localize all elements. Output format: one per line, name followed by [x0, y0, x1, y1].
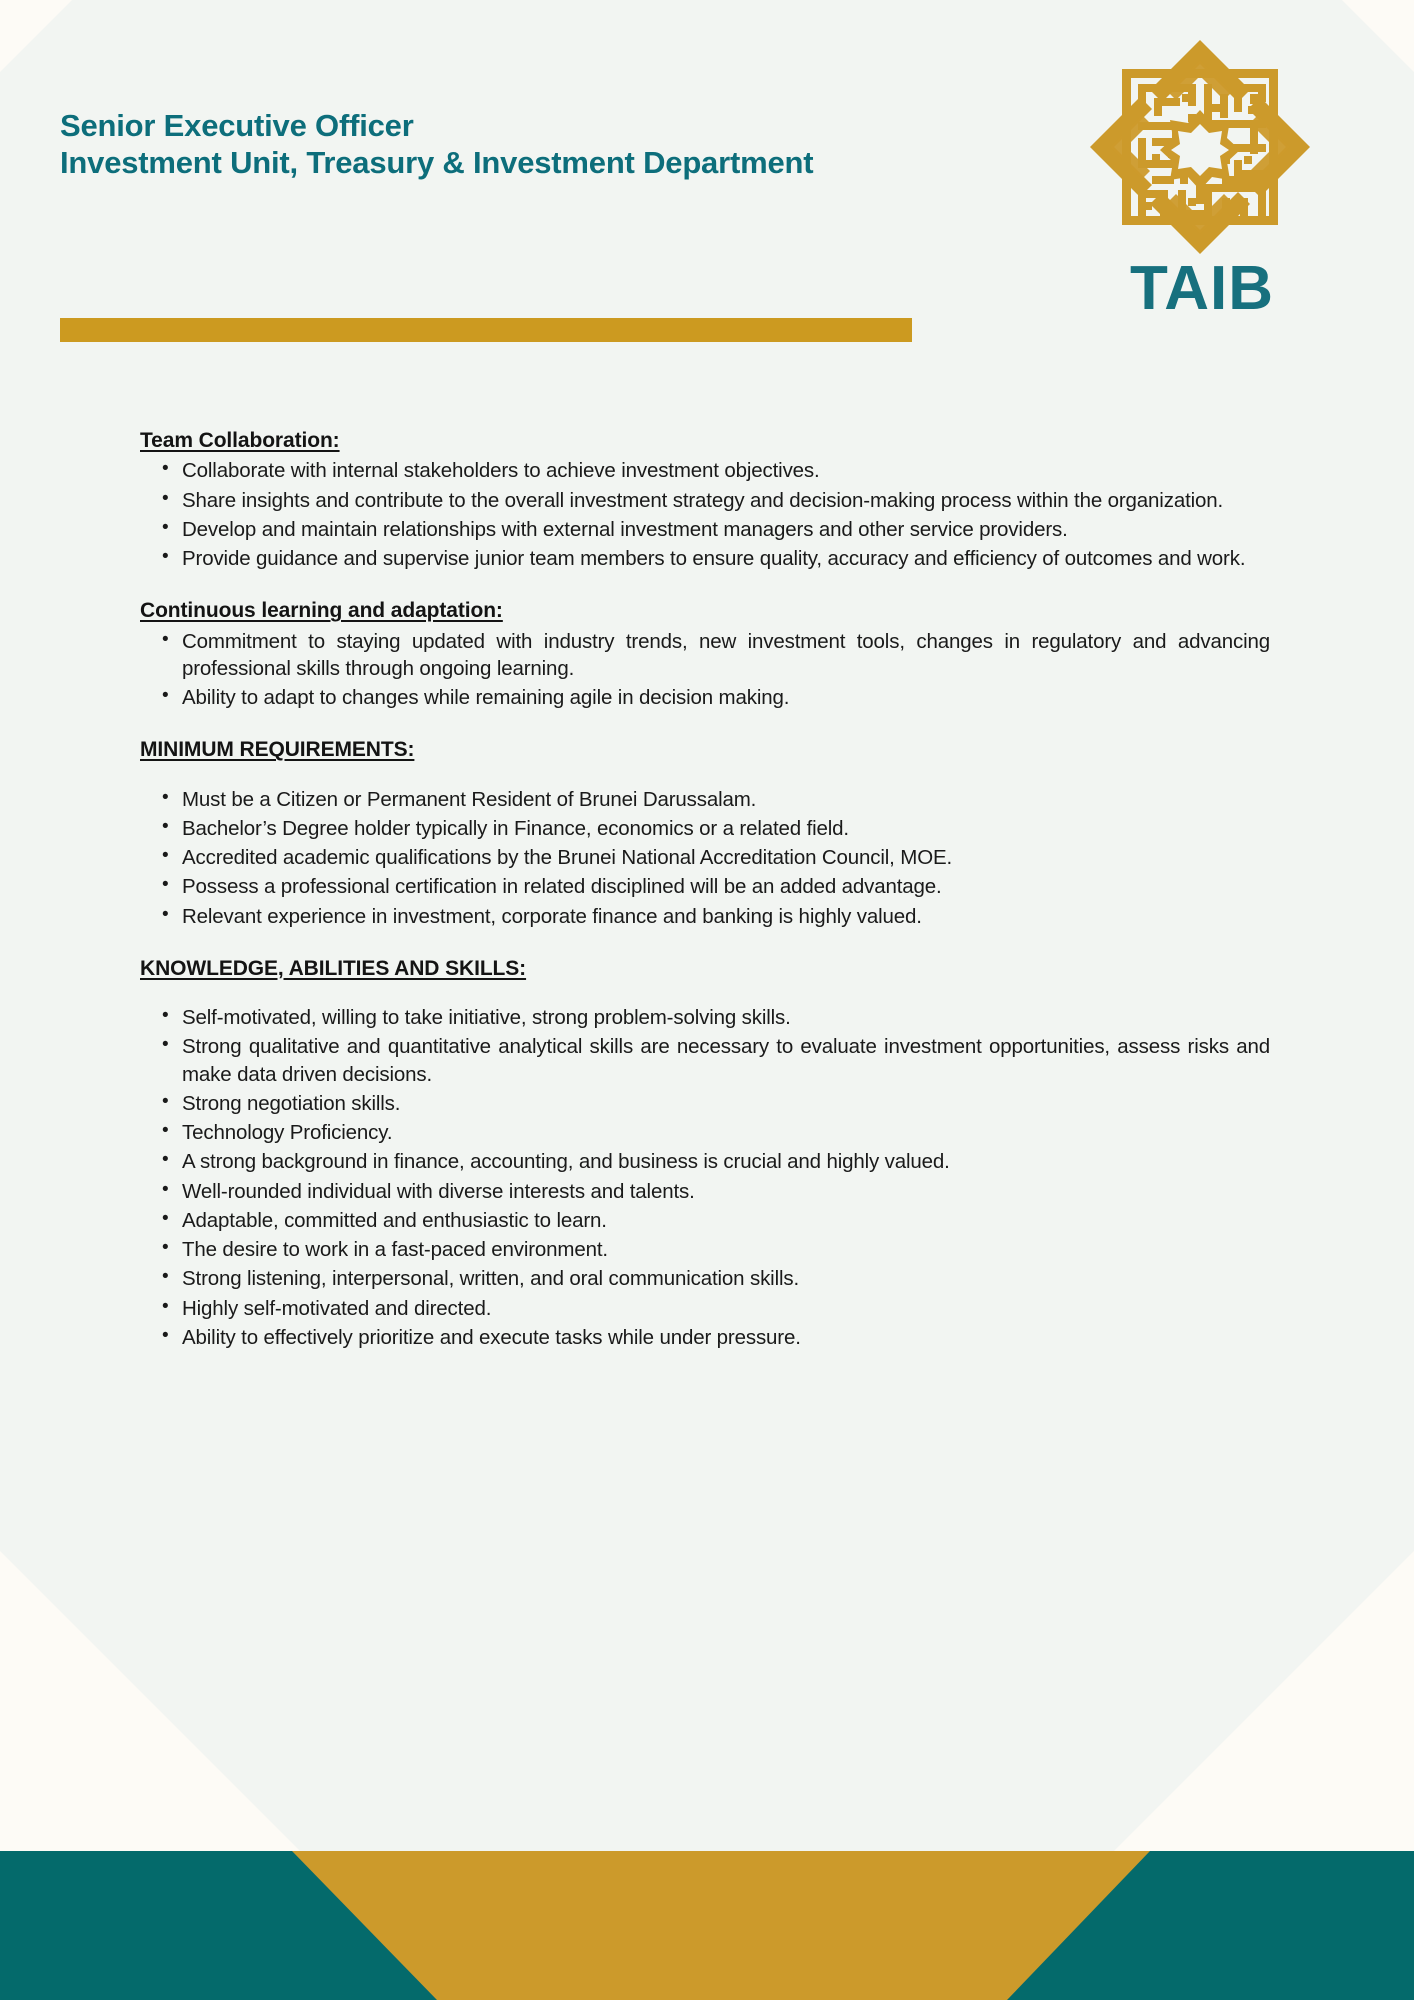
footer-gold-trapezoid	[0, 1851, 1414, 2000]
list-item: • Relevant experience in investment, corporate finance and banking is highly valued.	[140, 903, 1270, 930]
taib-logo	[1082, 34, 1322, 323]
page-title: Senior Executive Officer	[60, 108, 414, 143]
corner-accent-bottom-right	[1114, 1551, 1414, 1851]
corner-accent-top-right	[1342, 0, 1414, 72]
list-item: • Adaptable, committed and enthusiastic to learn.	[140, 1207, 1270, 1234]
list-item: • Ability to adapt to changes while remaining agile in decision making.	[140, 684, 1270, 711]
corner-accent-top-left	[0, 0, 72, 72]
section-bullet-list	[140, 628, 1270, 712]
taib-wordmark: TAIB	[1129, 254, 1275, 323]
list-item: • Strong qualitative and quantitative analytical skills are necessary to evaluate investment opportunities, assess risks and make data driven decisions.	[140, 1033, 1270, 1088]
section-bullet-list	[140, 786, 1270, 930]
list-item: • Collaborate with internal stakeholders to achieve investment objectives.	[140, 457, 1270, 484]
section-heading: Continuous learning and adaptation:	[140, 599, 503, 623]
taib-kufic-star-icon	[1082, 34, 1318, 260]
page-subtitle: Investment Unit, Treasury & Investment Department	[60, 144, 814, 180]
list-item: • Possess a professional certification in related disciplined will be an added advantage.	[140, 873, 1270, 900]
list-item: • The desire to work in a fast-paced environment.	[140, 1236, 1270, 1263]
list-item: • Must be a Citizen or Permanent Resident of Brunei Darussalam.	[140, 786, 1270, 813]
section-heading: KNOWLEDGE, ABILITIES AND SKILLS:	[140, 956, 527, 980]
list-item: • A strong background in finance, accounting, and business is crucial and highly valued.	[140, 1148, 1270, 1175]
section-heading: MINIMUM REQUIREMENTS:	[140, 738, 415, 762]
corner-accent-bottom-left	[0, 1551, 300, 1851]
section-minimum-requirements	[140, 737, 1270, 930]
list-item: • Strong negotiation skills.	[140, 1090, 1270, 1117]
list-item: • Ability to effectively prioritize and execute tasks while under pressure.	[140, 1324, 1270, 1351]
section-heading: Team Collaboration:	[140, 429, 340, 452]
list-item: • Develop and maintain relationships with external investment managers and other service providers.	[140, 516, 1270, 543]
section-continuous-learning	[140, 598, 1270, 711]
list-item: • Self-motivated, willing to take initiative, strong problem-solving skills.	[140, 1004, 1270, 1031]
list-item: • Technology Proficiency.	[140, 1119, 1270, 1146]
list-item: • Highly self-motivated and directed.	[140, 1295, 1270, 1322]
list-item: • Strong listening, interpersonal, written, and oral communication skills.	[140, 1265, 1270, 1292]
job-description-content	[140, 428, 1270, 1353]
page-header	[60, 108, 960, 181]
list-item: • Well-rounded individual with diverse interests and talents.	[140, 1178, 1270, 1205]
section-bullet-list	[140, 1004, 1270, 1351]
list-item: • Commitment to staying updated with industry trends, new investment tools, changes in regulatory and advancing professional skills through ongoing learning.	[140, 628, 1270, 683]
list-item: • Accredited academic qualifications by the Brunei National Accreditation Council, MOE.	[140, 844, 1270, 871]
section-bullet-list	[140, 457, 1270, 572]
section-knowledge-abilities-skills	[140, 956, 1270, 1351]
list-item: • Share insights and contribute to the overall investment strategy and decision-making process within the organization.	[140, 487, 1270, 514]
gold-divider-bar	[60, 318, 912, 342]
list-item: • Bachelor’s Degree holder typically in Finance, economics or a related field.	[140, 815, 1270, 842]
footer-banner	[0, 1851, 1414, 2000]
section-team-collaboration	[140, 428, 1270, 572]
list-item: • Provide guidance and supervise junior team members to ensure quality, accuracy and efficiency of outcomes and work.	[140, 545, 1270, 572]
